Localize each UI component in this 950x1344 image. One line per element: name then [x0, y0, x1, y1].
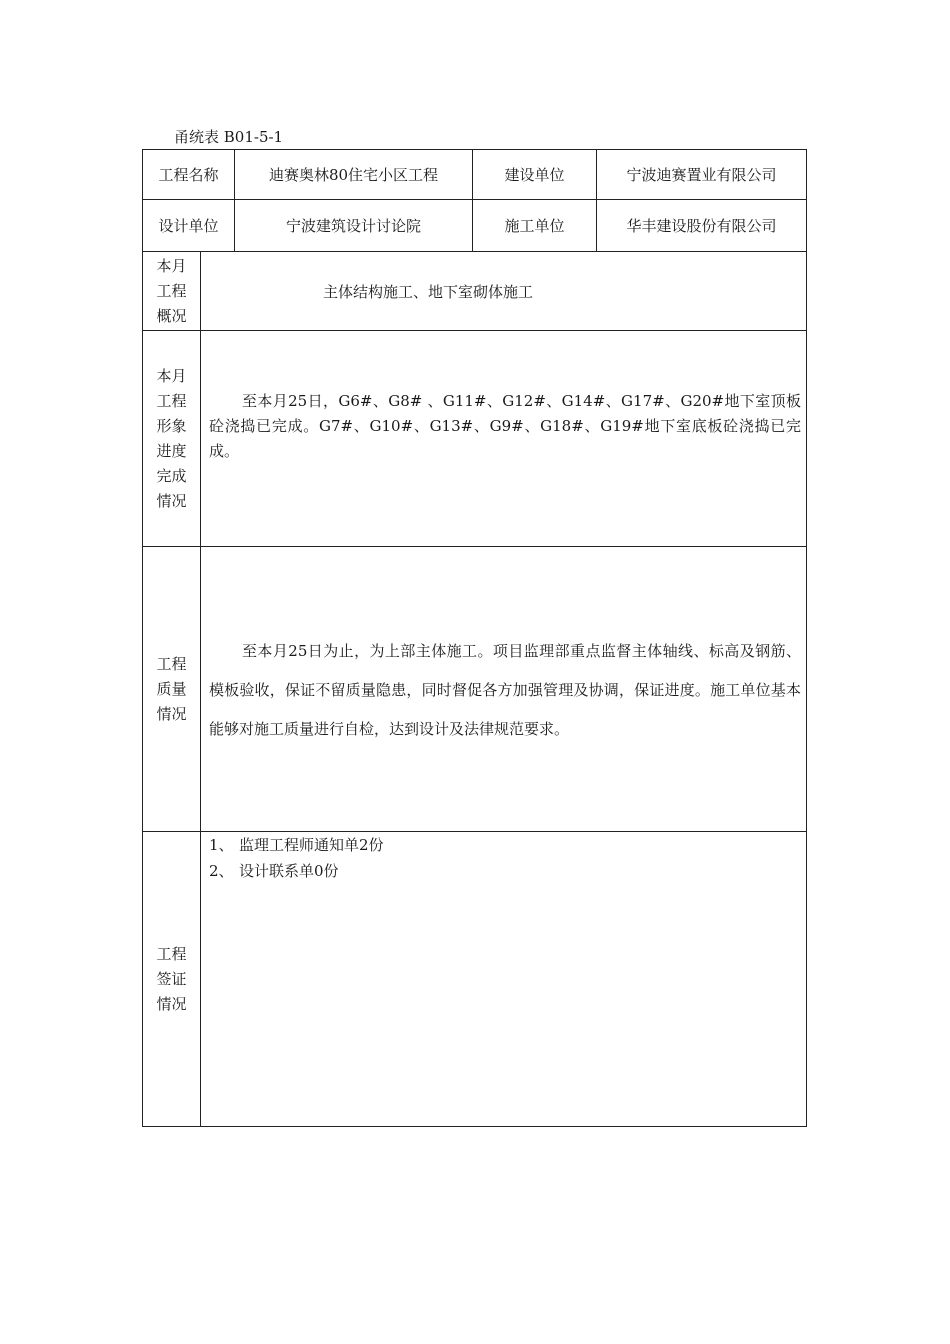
list-item-text: 监理工程师通知单2份 [239, 836, 384, 854]
list-item-text: 设计联系单0份 [239, 862, 339, 880]
monthly-report-table [142, 149, 807, 1127]
contractor-label: 施工单位 [504, 217, 565, 235]
quality-label-text: 工程质量情况 [156, 654, 187, 723]
list-item [209, 858, 789, 884]
owner-label: 建设单位 [504, 166, 565, 184]
quality-text: 至本月25日为止，为上部主体施工。项目监理部重点监督主体轴线、标高及钢筋、模板验收，保证不留质量隐患，同时督促各方加强管理及协调，保证进度。施工单位基本能够对施工质量进行自检，达到设计及法律规范要求。 [209, 642, 801, 738]
visa-label-text: 工程签证情况 [156, 944, 187, 1013]
overview-value: 主体结构施工、地下室砌体施工 [322, 282, 533, 301]
progress-label-text: 本月工程形象进度完成情况 [156, 366, 187, 510]
progress-text: 至本月25日，G6#、G8# 、G11#、G12#、G14#、G17#、G20#地下室顶板砼浇捣已完成。G7#、G10#、G13#、G9#、G18#、G19#地下室底板砼浇捣已完成。 [209, 392, 801, 460]
design-unit-label: 设计单位 [158, 217, 219, 235]
contractor-value: 华丰建设股份有限公司 [626, 217, 777, 235]
visa-list [209, 832, 789, 884]
label-col-divider [200, 251, 201, 1126]
owner-value: 宁波迪赛置业有限公司 [626, 166, 777, 184]
row-divider [143, 546, 806, 547]
list-item [209, 832, 789, 858]
design-unit-value: 宁波建筑设计讨论院 [285, 217, 421, 235]
overview-label [143, 252, 200, 330]
project-name-value: 迪赛奥林80住宅小区工程 [268, 166, 439, 184]
list-item-number: 1、 [209, 836, 234, 854]
list-item-number: 2、 [209, 862, 234, 880]
form-code: 甬统表 B01-5-1 [174, 128, 284, 146]
row-divider [143, 330, 806, 331]
progress-label [143, 331, 200, 546]
overview-label-text: 本月工程概况 [156, 256, 187, 325]
quality-label [143, 547, 200, 831]
visa-label [143, 832, 200, 1126]
project-name-label: 工程名称 [158, 166, 219, 184]
